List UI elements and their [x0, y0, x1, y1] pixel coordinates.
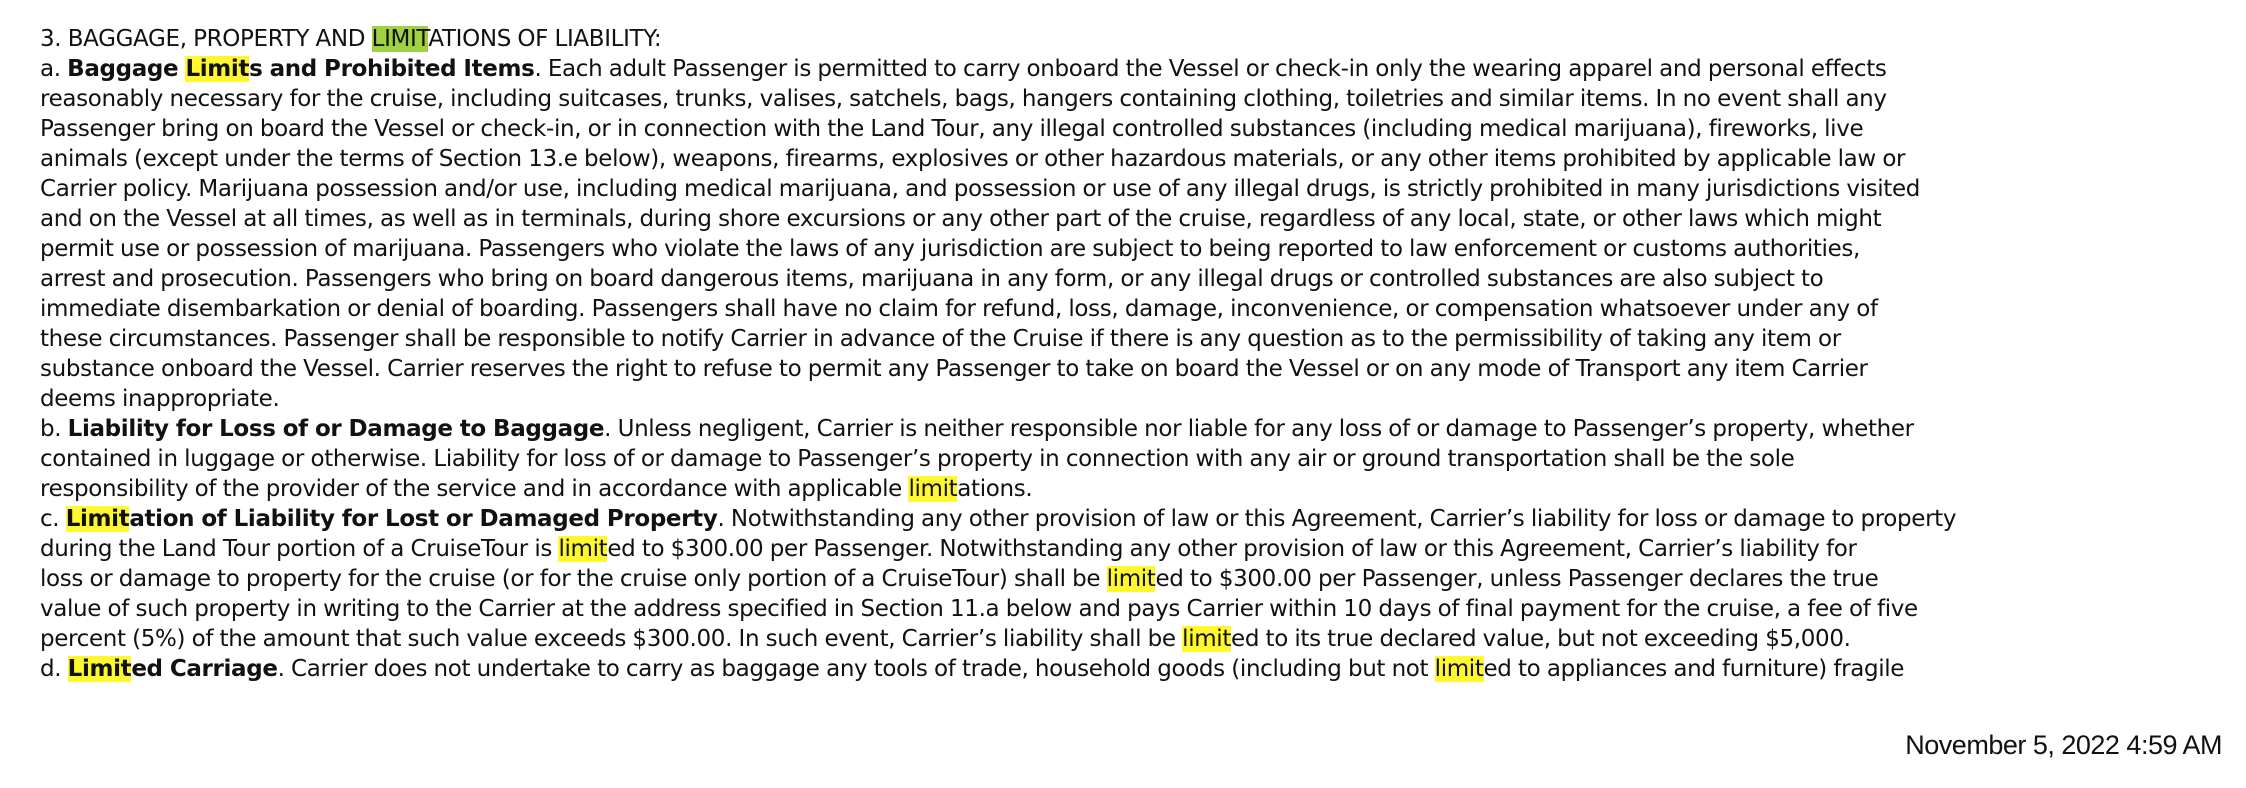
search-match: limit	[1182, 626, 1232, 652]
text-run: 3. BAGGAGE, PROPERTY AND	[40, 26, 372, 52]
text-run: Carrier policy. Marijuana possession and/or use, including medical marijuana, and possession or use of any illegal drugs, is strictly prohibited in many jurisdictions visited	[40, 176, 1921, 202]
text-run: responsibility of the provider of the service and in accordance with applicable	[40, 476, 909, 502]
text-line	[40, 414, 2210, 444]
text-run: . Each adult Passenger is permitted to carry onboard the Vessel or check-in only the wearing apparel and personal effects	[534, 56, 1887, 82]
text-run: ations.	[957, 476, 1033, 502]
text-run: d.	[40, 656, 68, 682]
text-line	[40, 204, 2210, 234]
text-run: percent (5%) of the amount that such value exceeds $300.00. In such event, Carrier’s liability shall be	[40, 626, 1183, 652]
text-run: permit use or possession of marijuana. Passengers who violate the laws of any jurisdiction are subject to being reported to law enforcement or customs authorities,	[40, 236, 1860, 262]
text-run: ed to $300.00 per Passenger. Notwithstanding any other provision of law or this Agreement, Carrier’s liability for	[607, 536, 1857, 562]
text-line	[40, 594, 2210, 624]
text-run: substance onboard the Vessel. Carrier reserves the right to refuse to permit any Passenger to take on board the Vessel or on any mode of Transport any item Carrier	[40, 356, 1868, 382]
clause-title: ation of Liability for Lost or Damaged Property	[129, 506, 718, 532]
clause-title: Liability for Loss of or Damage to Baggage	[67, 416, 605, 442]
text-run: Passenger bring on board the Vessel or check-in, or in connection with the Land Tour, any illegal controlled substances (including medical marijuana), fireworks, live	[40, 116, 1864, 142]
text-run: ATIONS OF LIABILITY:	[428, 26, 662, 52]
text-line	[40, 324, 2210, 354]
timestamp: November 5, 2022 4:59 AM	[1905, 730, 2222, 760]
text-run: . Carrier does not undertake to carry as baggage any tools of trade, household goods (including but not	[277, 656, 1435, 682]
text-run: and on the Vessel at all times, as well as in terminals, during shore excursions or any other part of the cruise, regardless of any local, state, or other laws which might	[40, 206, 1882, 232]
text-run: immediate disembarkation or denial of boarding. Passengers shall have no claim for refund, loss, damage, inconvenience, or compensation whatsoever under any of	[40, 296, 1878, 322]
text-run: value of such property in writing to the Carrier at the address specified in Section 11.a below and pays Carrier within 10 days of final payment for the cruise, a fee of five	[40, 596, 1918, 622]
clause-title: Baggage	[67, 56, 186, 82]
search-match: Limit	[185, 56, 250, 82]
search-match: limit	[1106, 566, 1156, 592]
text-line	[40, 384, 2210, 414]
text-line	[40, 354, 2210, 384]
text-line	[40, 174, 2210, 204]
text-line	[40, 474, 2210, 504]
text-run: loss or damage to property for the cruise (or for the cruise only portion of a CruiseTour) shall be	[40, 566, 1107, 592]
text-line	[40, 114, 2210, 144]
text-run: these circumstances. Passenger shall be responsible to notify Carrier in advance of the Cruise if there is any question as to the permissibility of taking any item or	[40, 326, 1841, 352]
text-line	[40, 534, 2210, 564]
text-line	[40, 654, 2210, 684]
text-run: animals (except under the terms of Section 13.e below), weapons, firearms, explosives or other hazardous materials, or any other items prohibited by applicable law or	[40, 146, 1906, 172]
text-line	[40, 294, 2210, 324]
clause-title: ed Carriage	[131, 656, 278, 682]
search-match: Limit	[65, 506, 130, 532]
text-run: contained in luggage or otherwise. Liability for loss of or damage to Passenger’s property in connection with any air or ground transportation shall be the sole	[40, 446, 1795, 472]
text-line	[40, 564, 2210, 594]
text-run: arrest and prosecution. Passengers who bring on board dangerous items, marijuana in any form, or any illegal drugs or controlled substances are also subject to	[40, 266, 1824, 292]
text-run: c.	[40, 506, 66, 532]
clause-title: s and Prohibited Items	[249, 56, 535, 82]
text-run: a.	[40, 56, 68, 82]
text-line	[40, 234, 2210, 264]
text-run: ed to its true declared value, but not exceeding $5,000.	[1231, 626, 1851, 652]
text-run: . Notwithstanding any other provision of law or this Agreement, Carrier’s liability for loss or damage to property	[717, 506, 1957, 532]
section-heading	[40, 24, 2210, 54]
text-run: during the Land Tour portion of a CruiseTour is	[40, 536, 559, 562]
search-match-current: LIMIT	[371, 26, 429, 52]
text-line	[40, 444, 2210, 474]
text-line	[40, 624, 2210, 654]
text-run: b.	[40, 416, 68, 442]
text-line	[40, 54, 2210, 84]
search-match: limit	[558, 536, 608, 562]
text-line	[40, 144, 2210, 174]
search-match: limit	[908, 476, 958, 502]
search-match: limit	[1434, 656, 1484, 682]
text-run: . Unless negligent, Carrier is neither responsible nor liable for any loss of or damage to Passenger’s property, whether	[604, 416, 1914, 442]
text-run: ed to $300.00 per Passenger, unless Passenger declares the true	[1155, 566, 1879, 592]
text-line	[40, 264, 2210, 294]
text-run: reasonably necessary for the cruise, including suitcases, trunks, valises, satchels, bags, hangers containing clothing, toiletries and similar items. In no event shall any	[40, 86, 1887, 112]
document-body	[40, 24, 2210, 684]
text-line	[40, 84, 2210, 114]
text-run: deems inappropriate.	[40, 386, 280, 412]
search-match: Limit	[67, 656, 132, 682]
text-line	[40, 504, 2210, 534]
text-run: ed to appliances and furniture) fragile	[1483, 656, 1905, 682]
